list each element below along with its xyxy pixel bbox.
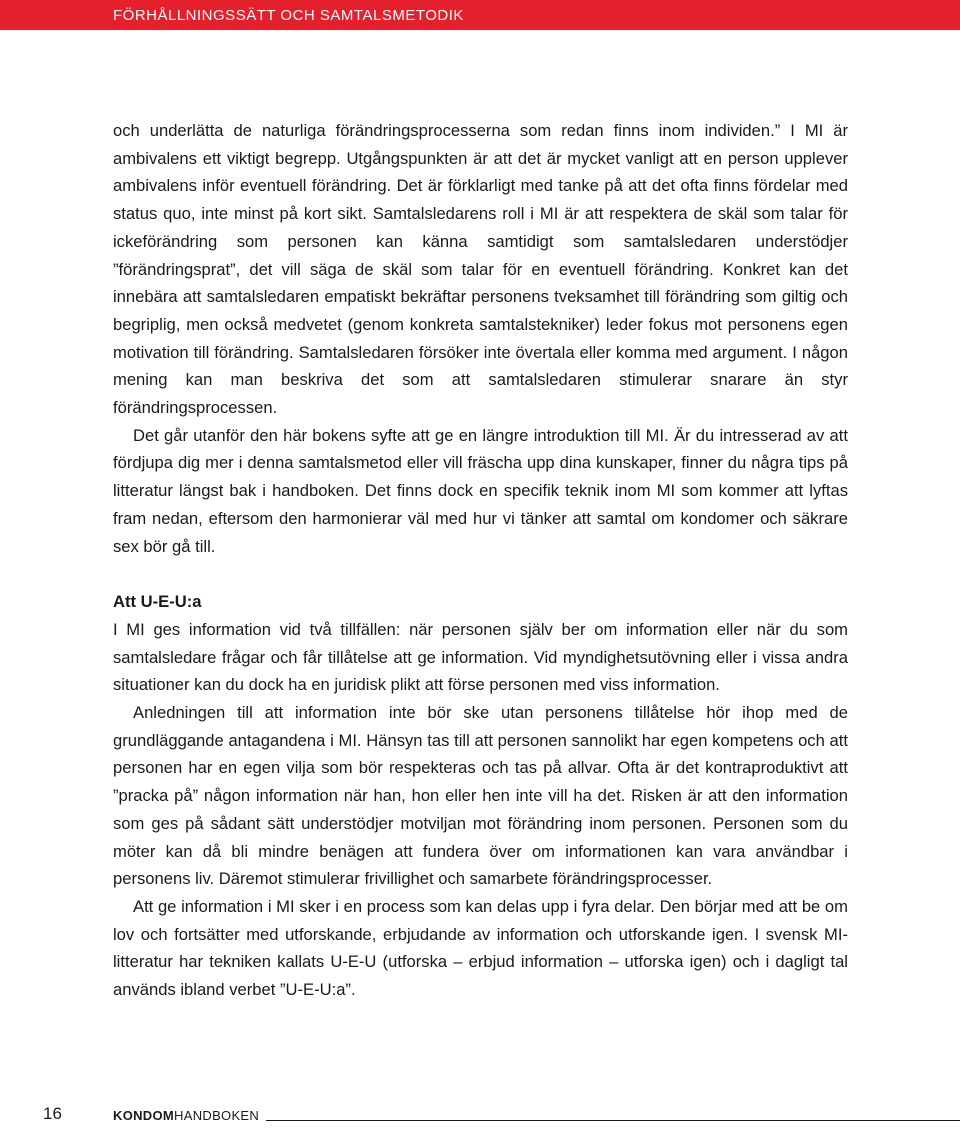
header-band xyxy=(0,0,960,30)
section-paragraph-3: Att ge information i MI sker i en process som kan delas upp i fyra delar. Den börjar med att be om lov och fortsätter med utforskande, erbjudande av information och utforskande igen. I svensk MI-litteratur har tekniken kallats U-E-U (utforska – erbjud information – utforska igen) och i dagligt tal används ibland verbet ”U-E-U:a”. xyxy=(113,896,848,1000)
section-paragraph-1: I MI ges information vid två tillfällen: när personen själv ber om information eller när du som samtalsledare frågar och får tillåtelse att ge information. Vid myndighetsutövning eller i vissa andra situationer kan du dock ha en juridisk plikt att förse personen med viss information. xyxy=(113,619,848,695)
footer-brand-regular: HANDBOKEN xyxy=(174,1108,260,1123)
footer-brand xyxy=(113,1108,259,1124)
footer-brand-bold: KONDOM xyxy=(113,1108,175,1123)
section-paragraph-2: Anledningen till att information inte bör ske utan personens tillåtelse hör ihop med de grundläggande antagandena i MI. Hänsyn tas till att personen sannolikt har egen kompetens och att personen har en egen vilja som bör respekteras och tas på allvar. Ofta är det kontraproduktivt att ”pracka på” någon information när han, hon eller hen inte vill ha det. Risken är att den information som ges på sådant sätt understödjer motviljan mot förändring inom personen. Personen som du möter kan då bli mindre benägen att fundera över om informationen kan vara användbar i personens liv. Däremot stimulerar frivillighet och samarbete förändringsprocesser. xyxy=(113,703,848,889)
paragraph-intro-1: och underlätta de naturliga förändringsprocesserna som redan finns inom individen.” I MI är ambivalens ett viktigt begrepp. Utgångspunkten är att det är mycket vanligt att en person upplever ambivalens inför eventuell förändring. Det är förklarligt med tanke på att det ofta finns fördelar med status quo, inte minst på kort sikt. Samtalsledarens roll i MI är att respektera de skäl som talar för ickeförändring som personen kan känna samtidigt som samtalsledaren understödjer ”förändringsprat”, det vill säga de skäl som talar för en eventuell förändring. Konkret kan det innebära att samtalsledaren empatiskt bekräftar personens tveksamhet till förändring som giltig och begriplig, men också medvetet (genom konkreta samtalstekniker) leder fokus mot personens egen motivation till förändring. Samtalsledaren försöker inte övertala eller komma med argument. I någon mening kan man beskriva det som att samtalsledaren stimulerar snarare än styr förändringsprocessen. xyxy=(113,121,848,418)
section-heading: Att U-E-U:a xyxy=(113,592,202,612)
running-header-title: FÖRHÅLLNINGSSÄTT OCH SAMTALSMETODIK xyxy=(113,7,464,24)
footer-rule xyxy=(266,1120,960,1121)
body-text xyxy=(113,117,848,1004)
paragraph-intro-2: Det går utanför den här bokens syfte att ge en längre introduktion till MI. Är du intresserad av att fördjupa dig mer i denna samtalsmetod eller vill fräscha upp dina kunskaper, finner du några tips på litteratur längst bak i handboken. Det finns dock en specifik teknik inom MI som kommer att lyftas fram nedan, eftersom den harmonierar väl med hur vi tänker att samtal om kondomer och säkrare sex bör gå till. xyxy=(113,425,848,556)
page-number: 16 xyxy=(43,1104,62,1123)
page-footer xyxy=(0,1104,960,1128)
